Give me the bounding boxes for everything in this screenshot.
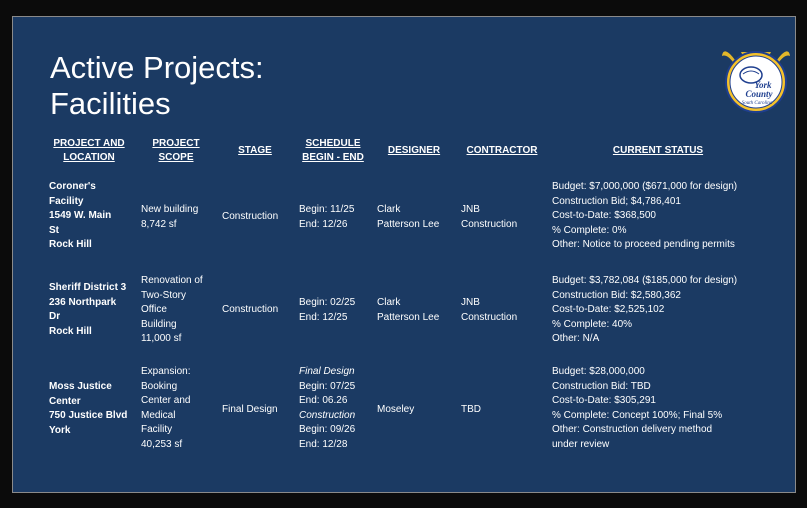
- slide-title: [50, 50, 264, 122]
- row-2-stage: [222, 303, 278, 318]
- title-line-1: Active Projects:: [50, 50, 264, 85]
- row-1-scope: [141, 203, 198, 232]
- scope-line: Facility: [141, 424, 173, 436]
- project-line: Dr: [49, 311, 61, 323]
- header-text: SCOPE: [158, 152, 194, 163]
- scope-line: 11,000 sf: [141, 333, 182, 345]
- header-current-status: [553, 144, 763, 158]
- designer-line: Clark: [377, 297, 401, 308]
- status-line: Budget: $3,782,084 ($185,000 for design): [552, 275, 738, 286]
- seal-text-county: County: [745, 89, 773, 99]
- status-line: % Complete: 40%: [552, 318, 633, 330]
- row-1-contractor: [461, 203, 517, 232]
- schedule-line: End: 12/25: [299, 311, 348, 323]
- row-2-schedule: [299, 296, 355, 325]
- status-line: % Complete: Concept 100%; Final 5%: [552, 409, 723, 421]
- scope-line: Two-Story: [141, 289, 187, 301]
- status-line: Construction Bid; $4,786,401: [552, 195, 681, 207]
- project-line: Moss Justice: [49, 381, 112, 392]
- designer-line: Patterson Lee: [377, 311, 440, 323]
- schedule-line: End: 12/26: [299, 218, 348, 230]
- project-line: Rock Hill: [49, 325, 92, 337]
- header-text: BEGIN - END: [302, 152, 364, 163]
- status-line: Other: Notice to proceed pending permits: [552, 239, 735, 251]
- row-3-project: [49, 380, 127, 438]
- header-text: STAGE: [238, 145, 272, 156]
- status-line: Construction Bid: $2,580,362: [552, 289, 681, 301]
- status-line: Other: Construction delivery method: [552, 424, 713, 436]
- row-1-stage: [222, 210, 278, 225]
- header-stage: [221, 144, 289, 158]
- header-project-location: [48, 137, 130, 165]
- seal-text-state: South Carolina: [741, 101, 773, 106]
- schedule-line: End: 06.26: [299, 395, 348, 407]
- header-text: CURRENT STATUS: [612, 145, 704, 156]
- header-text: CONTRACTOR: [466, 145, 538, 156]
- header-contractor: [459, 144, 545, 158]
- row-3-stage: [222, 403, 278, 418]
- scope-line: 40,253 sf: [141, 438, 183, 450]
- status-line: Other: N/A: [552, 333, 600, 345]
- schedule-line: End: 12/28: [299, 438, 348, 450]
- designer-line: Clark: [377, 204, 401, 215]
- header-designer: [375, 144, 453, 158]
- stage-line: Construction: [222, 304, 279, 315]
- scope-line: Building: [141, 318, 177, 330]
- schedule-line: Begin: 11/25: [299, 204, 355, 215]
- designer-line: Patterson Lee: [377, 218, 440, 230]
- row-3-contractor: [461, 403, 481, 418]
- header-project-scope: [140, 137, 212, 165]
- header-text: DESIGNER: [387, 145, 441, 156]
- project-line: York: [49, 424, 71, 436]
- schedule-phase-label: Final Design: [299, 366, 355, 377]
- row-1-designer: [377, 203, 439, 232]
- header-schedule: [293, 137, 373, 165]
- contractor-line: Construction: [461, 218, 518, 230]
- status-line: % Complete: 0%: [552, 224, 627, 236]
- stage-line: Final Design: [222, 404, 278, 415]
- row-1-project: [49, 180, 111, 253]
- scope-line: New building: [141, 204, 199, 215]
- designer-line: Moseley: [377, 404, 415, 415]
- scope-line: Expansion:: [141, 366, 191, 377]
- schedule-line: Begin: 07/25: [299, 380, 356, 392]
- header-text: SCHEDULE: [305, 138, 361, 149]
- project-line: 1549 W. Main: [49, 210, 112, 222]
- schedule-phase-label: Construction: [299, 409, 356, 421]
- scope-line: 8,742 sf: [141, 218, 177, 230]
- row-1-status: [552, 180, 737, 253]
- row-2-designer: [377, 296, 439, 325]
- row-1-schedule: [299, 203, 354, 232]
- project-line: 236 Northpark: [49, 296, 117, 308]
- header-text: PROJECT AND: [53, 138, 125, 149]
- row-2-contractor: [461, 296, 517, 325]
- scope-line: Booking: [141, 380, 178, 392]
- row-2-project: [49, 281, 126, 339]
- scope-line: Renovation of: [141, 275, 203, 286]
- project-line: Center: [49, 395, 81, 407]
- row-3-scope: [141, 365, 190, 453]
- status-line: Budget: $28,000,000: [552, 366, 645, 377]
- scope-line: Office: [141, 304, 167, 316]
- contractor-line: JNB: [461, 204, 480, 215]
- project-line: Coroner's: [49, 181, 96, 192]
- stage-line: Construction: [222, 211, 279, 222]
- status-line: Cost-to-Date: $305,291: [552, 395, 656, 407]
- contractor-line: TBD: [461, 404, 481, 415]
- project-line: Sheriff District 3: [49, 282, 127, 293]
- title-line-2: Facilities: [50, 86, 171, 121]
- row-3-schedule: [299, 365, 355, 453]
- header-text: LOCATION: [63, 152, 115, 163]
- project-line: St: [49, 224, 59, 236]
- seal-text-york: York: [754, 80, 772, 90]
- schedule-line: Begin: 02/25: [299, 297, 356, 308]
- row-3-status: [552, 365, 722, 453]
- scope-line: Center and: [141, 395, 191, 407]
- project-line: Rock Hill: [49, 239, 92, 251]
- york-county-seal-logo: [721, 42, 791, 114]
- status-line: Construction Bid: TBD: [552, 380, 651, 392]
- header-text: PROJECT: [152, 138, 200, 149]
- status-line: under review: [552, 438, 610, 450]
- contractor-line: Construction: [461, 311, 518, 323]
- project-line: Facility: [49, 195, 84, 207]
- status-line: Cost-to-Date: $2,525,102: [552, 304, 665, 316]
- slide: [12, 16, 796, 493]
- row-3-designer: [377, 403, 414, 418]
- scope-line: Medical: [141, 409, 176, 421]
- project-line: 750 Justice Blvd: [49, 410, 128, 422]
- row-2-scope: [141, 274, 203, 347]
- contractor-line: JNB: [461, 297, 480, 308]
- schedule-line: Begin: 09/26: [299, 424, 356, 436]
- row-2-status: [552, 274, 737, 347]
- status-line: Cost-to-Date: $368,500: [552, 210, 656, 222]
- status-line: Budget: $7,000,000 ($671,000 for design): [552, 181, 738, 192]
